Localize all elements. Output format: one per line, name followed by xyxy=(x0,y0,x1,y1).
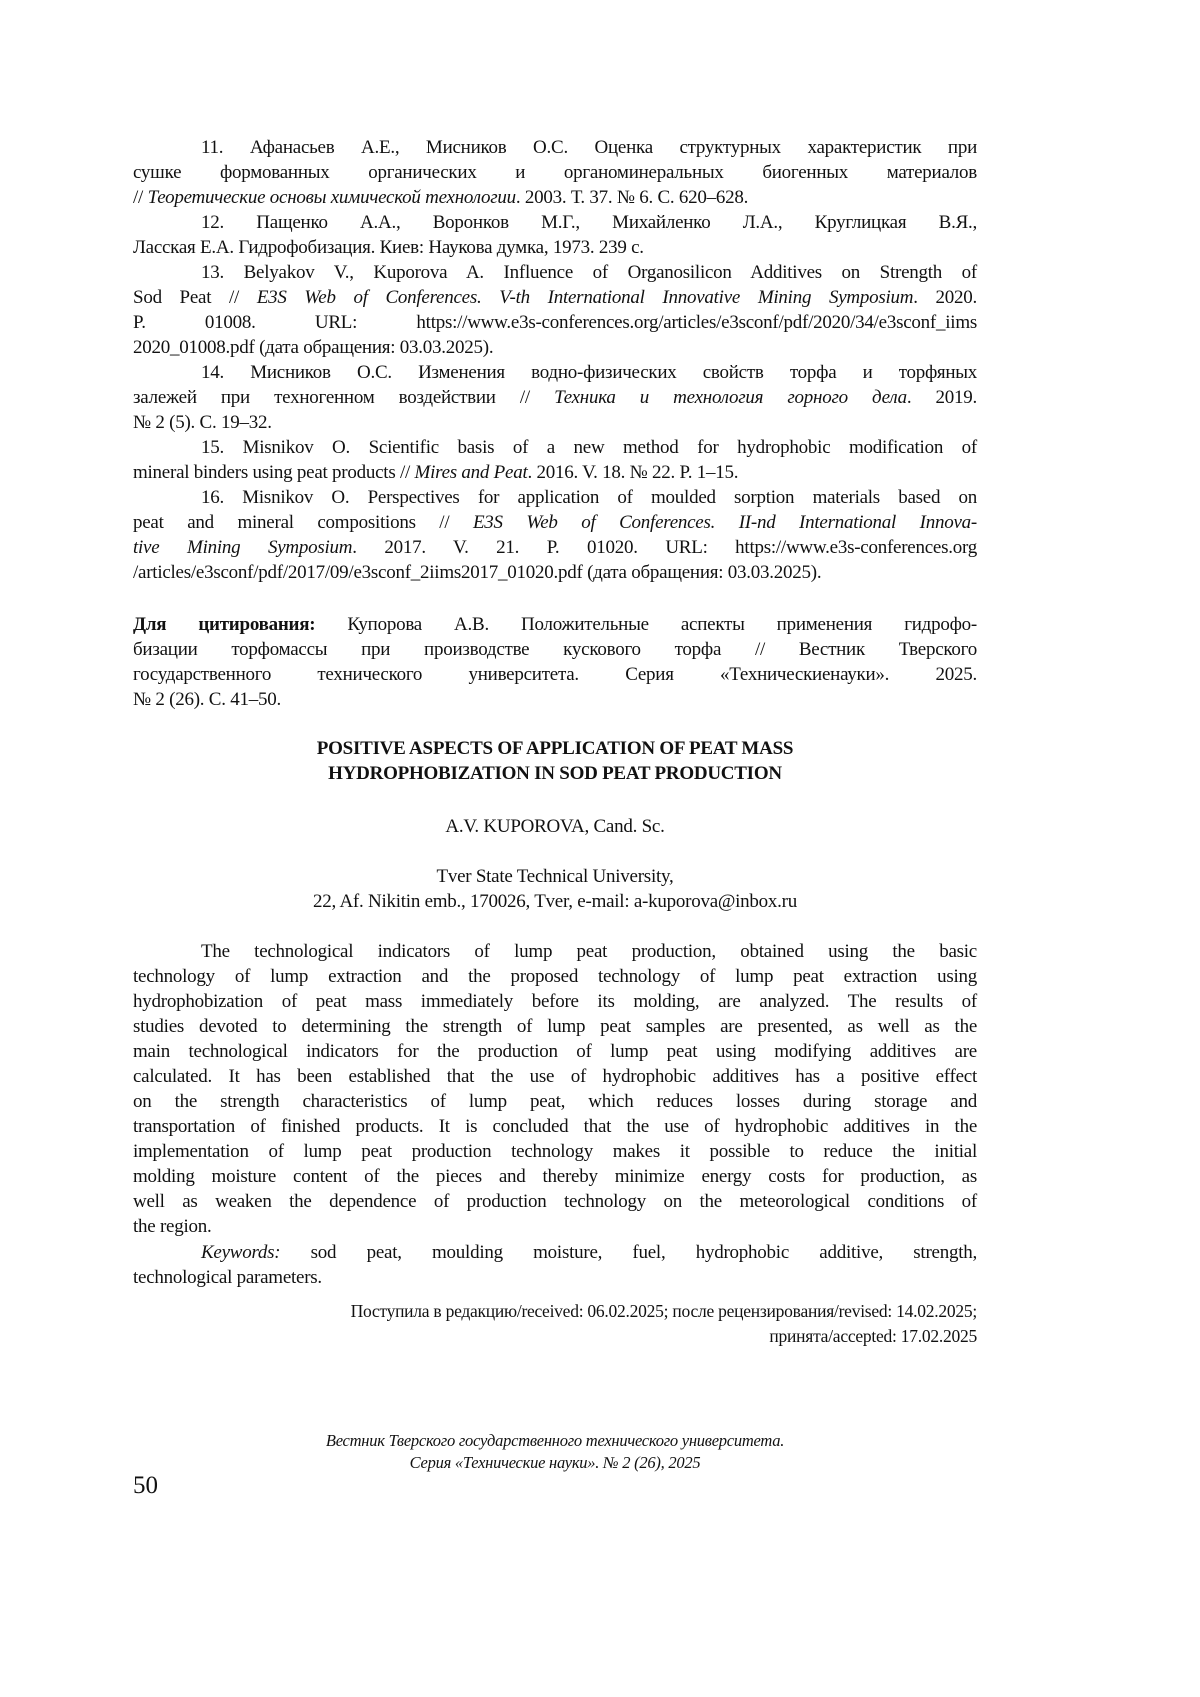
journal-footer xyxy=(133,1430,977,1474)
reference-line xyxy=(133,385,977,410)
reference-text: Ласская Е.А. Гидрофобизация. Киев: Наукова думка, 1973. 239 с. xyxy=(133,237,644,258)
references-list xyxy=(133,135,977,585)
reference-text: Sod Peat // xyxy=(133,287,257,308)
abstract-text: implementation of lump peat production technology makes it possible to reduce the initial xyxy=(133,1141,977,1162)
citation-line xyxy=(133,637,977,662)
abstract xyxy=(133,939,977,1239)
abstract-text: the region. xyxy=(133,1216,212,1237)
reference-line xyxy=(133,485,977,510)
reference-text: 14. Мисников О.С. Изменения водно-физических свойств торфа и торфяных xyxy=(201,362,977,383)
reference-line xyxy=(133,510,977,535)
reference-line xyxy=(133,185,977,210)
reference-item xyxy=(133,135,977,210)
affiliation xyxy=(133,864,977,914)
affiliation-line: 22, Af. Nikitin emb., 170026, Tver, e-mail: a-kuporova@inbox.ru xyxy=(133,889,977,914)
reference-line xyxy=(133,410,977,435)
reference-text: Mires and Peat xyxy=(415,462,528,483)
reference-line xyxy=(133,260,977,285)
reference-text: Теоретические основы химической технологии xyxy=(148,187,516,208)
abstract-text: main technological indicators for the production of lump peat using modifying additives are xyxy=(133,1041,977,1062)
reference-item xyxy=(133,260,977,360)
citation-text: бизации торфомассы при производстве кускового торфа // Вестник Тверского xyxy=(133,639,977,660)
keywords-line xyxy=(133,1240,977,1265)
abstract-line xyxy=(133,939,977,964)
reference-text: 16. Misnikov O. Perspectives for application of moulded sorption materials based on xyxy=(201,487,977,508)
keywords-text: technological parameters. xyxy=(133,1267,322,1288)
reference-text: E3S Web of Conferences. II-nd International Innova- xyxy=(473,512,977,533)
received-line: принята/accepted: 17.02.2025 xyxy=(133,1324,977,1349)
reference-line xyxy=(133,360,977,385)
abstract-text: transportation of finished products. It is concluded that the use of hydrophobic additives in the xyxy=(133,1116,977,1137)
abstract-line xyxy=(133,1039,977,1064)
reference-item xyxy=(133,360,977,435)
reference-text: mineral binders using peat products // xyxy=(133,462,415,483)
reference-line xyxy=(133,460,977,485)
citation-text: государственного технического университета. Серия «Техническиенауки». 2025. xyxy=(133,664,977,685)
abstract-text: molding moisture content of the pieces and thereby minimize energy costs for production, as xyxy=(133,1166,977,1187)
reference-text: 12. Пащенко А.А., Воронков М.Г., Михайленко Л.А., Круглицкая В.Я., xyxy=(201,212,977,233)
keywords-text: sod peat, moulding moisture, fuel, hydrophobic additive, strength, xyxy=(280,1242,977,1263)
abstract-text: technology of lump extraction and the proposed technology of lump peat extraction using xyxy=(133,966,977,987)
title-line: POSITIVE ASPECTS OF APPLICATION OF PEAT MASS xyxy=(133,736,977,761)
page-number: 50 xyxy=(133,1472,158,1500)
article-title xyxy=(133,736,977,786)
reference-item xyxy=(133,435,977,485)
citation-block xyxy=(133,612,977,712)
footer-line: Вестник Тверского государственного технического университета. xyxy=(133,1430,977,1452)
abstract-line xyxy=(133,1214,977,1239)
citation-line xyxy=(133,612,977,637)
abstract-text: calculated. It has been established that the use of hydrophobic additives has a positive effect xyxy=(133,1066,977,1087)
reference-text: . 2016. V. 18. № 22. P. 1–15. xyxy=(527,462,738,483)
reference-text: Техника и технология горного дела xyxy=(554,387,907,408)
abstract-text: well as weaken the dependence of production technology on the meteorological conditions of xyxy=(133,1191,977,1212)
abstract-line xyxy=(133,1089,977,1114)
abstract-line xyxy=(133,1114,977,1139)
abstract-text: hydrophobization of peat mass immediately before its molding, are analyzed. The results of xyxy=(133,991,977,1012)
reference-line xyxy=(133,335,977,360)
reference-line xyxy=(133,435,977,460)
reference-text: № 2 (5). С. 19–32. xyxy=(133,412,272,433)
reference-text: . 2003. Т. 37. № 6. С. 620–628. xyxy=(516,187,748,208)
abstract-line xyxy=(133,1189,977,1214)
reference-text: 13. Belyakov V., Kuporova A. Influence of Organosilicon Additives on Strength of xyxy=(201,262,977,283)
abstract-line xyxy=(133,1139,977,1164)
abstract-line xyxy=(133,1064,977,1089)
abstract-line xyxy=(133,1014,977,1039)
reference-text: . 2017. V. 21. P. 01020. URL: https://www.e3s-conferences.org xyxy=(352,537,977,558)
affiliation-line: Tver State Technical University, xyxy=(133,864,977,889)
reference-text: . 2020. xyxy=(913,287,977,308)
reference-text: peat and mineral compositions // xyxy=(133,512,473,533)
reference-line xyxy=(133,135,977,160)
abstract-text: on the strength characteristics of lump peat, which reduces losses during storage and xyxy=(133,1091,977,1112)
reference-line xyxy=(133,535,977,560)
reference-text: // xyxy=(133,187,148,208)
citation-line xyxy=(133,687,977,712)
citation-text: № 2 (26). С. 41–50. xyxy=(133,689,281,710)
reference-text: 15. Misnikov O. Scientific basis of a new method for hydrophobic modification of xyxy=(201,437,977,458)
author xyxy=(133,814,977,839)
received-dates xyxy=(133,1299,977,1349)
reference-text: . 2019. xyxy=(907,387,977,408)
reference-text: сушке формованных органических и органоминеральных биогенных материалов xyxy=(133,162,977,183)
reference-text: P. 01008. URL: https://www.e3s-conferences.org/articles/e3sconf/pdf/2020/34/e3sconf_iims xyxy=(133,312,977,333)
reference-item xyxy=(133,485,977,585)
author-name: A.V. KUPOROVA, Cand. Sc. xyxy=(133,814,977,839)
reference-line xyxy=(133,160,977,185)
reference-text: E3S Web of Conferences. V-th International Innovative Mining Symposium xyxy=(257,287,913,308)
reference-text: 2020_01008.pdf (дата обращения: 03.03.2025). xyxy=(133,337,493,358)
abstract-line xyxy=(133,989,977,1014)
reference-text: 11. Афанасьев А.Е., Мисников О.С. Оценка структурных характеристик при xyxy=(201,137,977,158)
citation-text: Для цитирования: xyxy=(133,614,315,635)
abstract-text: The technological indicators of lump peat production, obtained using the basic xyxy=(201,941,977,962)
reference-text: /articles/e3sconf/pdf/2017/09/e3sconf_2iims2017_01020.pdf (дата обращения: 03.03.2025). xyxy=(133,562,821,583)
abstract-text: studies devoted to determining the strength of lump peat samples are presented, as well as the xyxy=(133,1016,977,1037)
keywords-text: Keywords: xyxy=(201,1242,280,1263)
reference-text: залежей при техногенном воздействии // xyxy=(133,387,554,408)
keywords-line xyxy=(133,1265,977,1290)
keywords xyxy=(133,1240,977,1290)
reference-line xyxy=(133,235,977,260)
title-line: HYDROPHOBIZATION IN SOD PEAT PRODUCTION xyxy=(133,761,977,786)
footer-line: Серия «Технические науки». № 2 (26), 2025 xyxy=(133,1452,977,1474)
citation-line xyxy=(133,662,977,687)
reference-line xyxy=(133,560,977,585)
reference-line xyxy=(133,210,977,235)
citation-text: Купорова А.В. Положительные аспекты применения гидрофо- xyxy=(315,614,977,635)
reference-text: tive Mining Symposium xyxy=(133,537,352,558)
reference-line xyxy=(133,285,977,310)
received-line: Поступила в редакцию/received: 06.02.2025; после рецензирования/revised: 14.02.2025; xyxy=(133,1299,977,1324)
reference-item xyxy=(133,210,977,260)
abstract-line xyxy=(133,964,977,989)
reference-line xyxy=(133,310,977,335)
abstract-line xyxy=(133,1164,977,1189)
